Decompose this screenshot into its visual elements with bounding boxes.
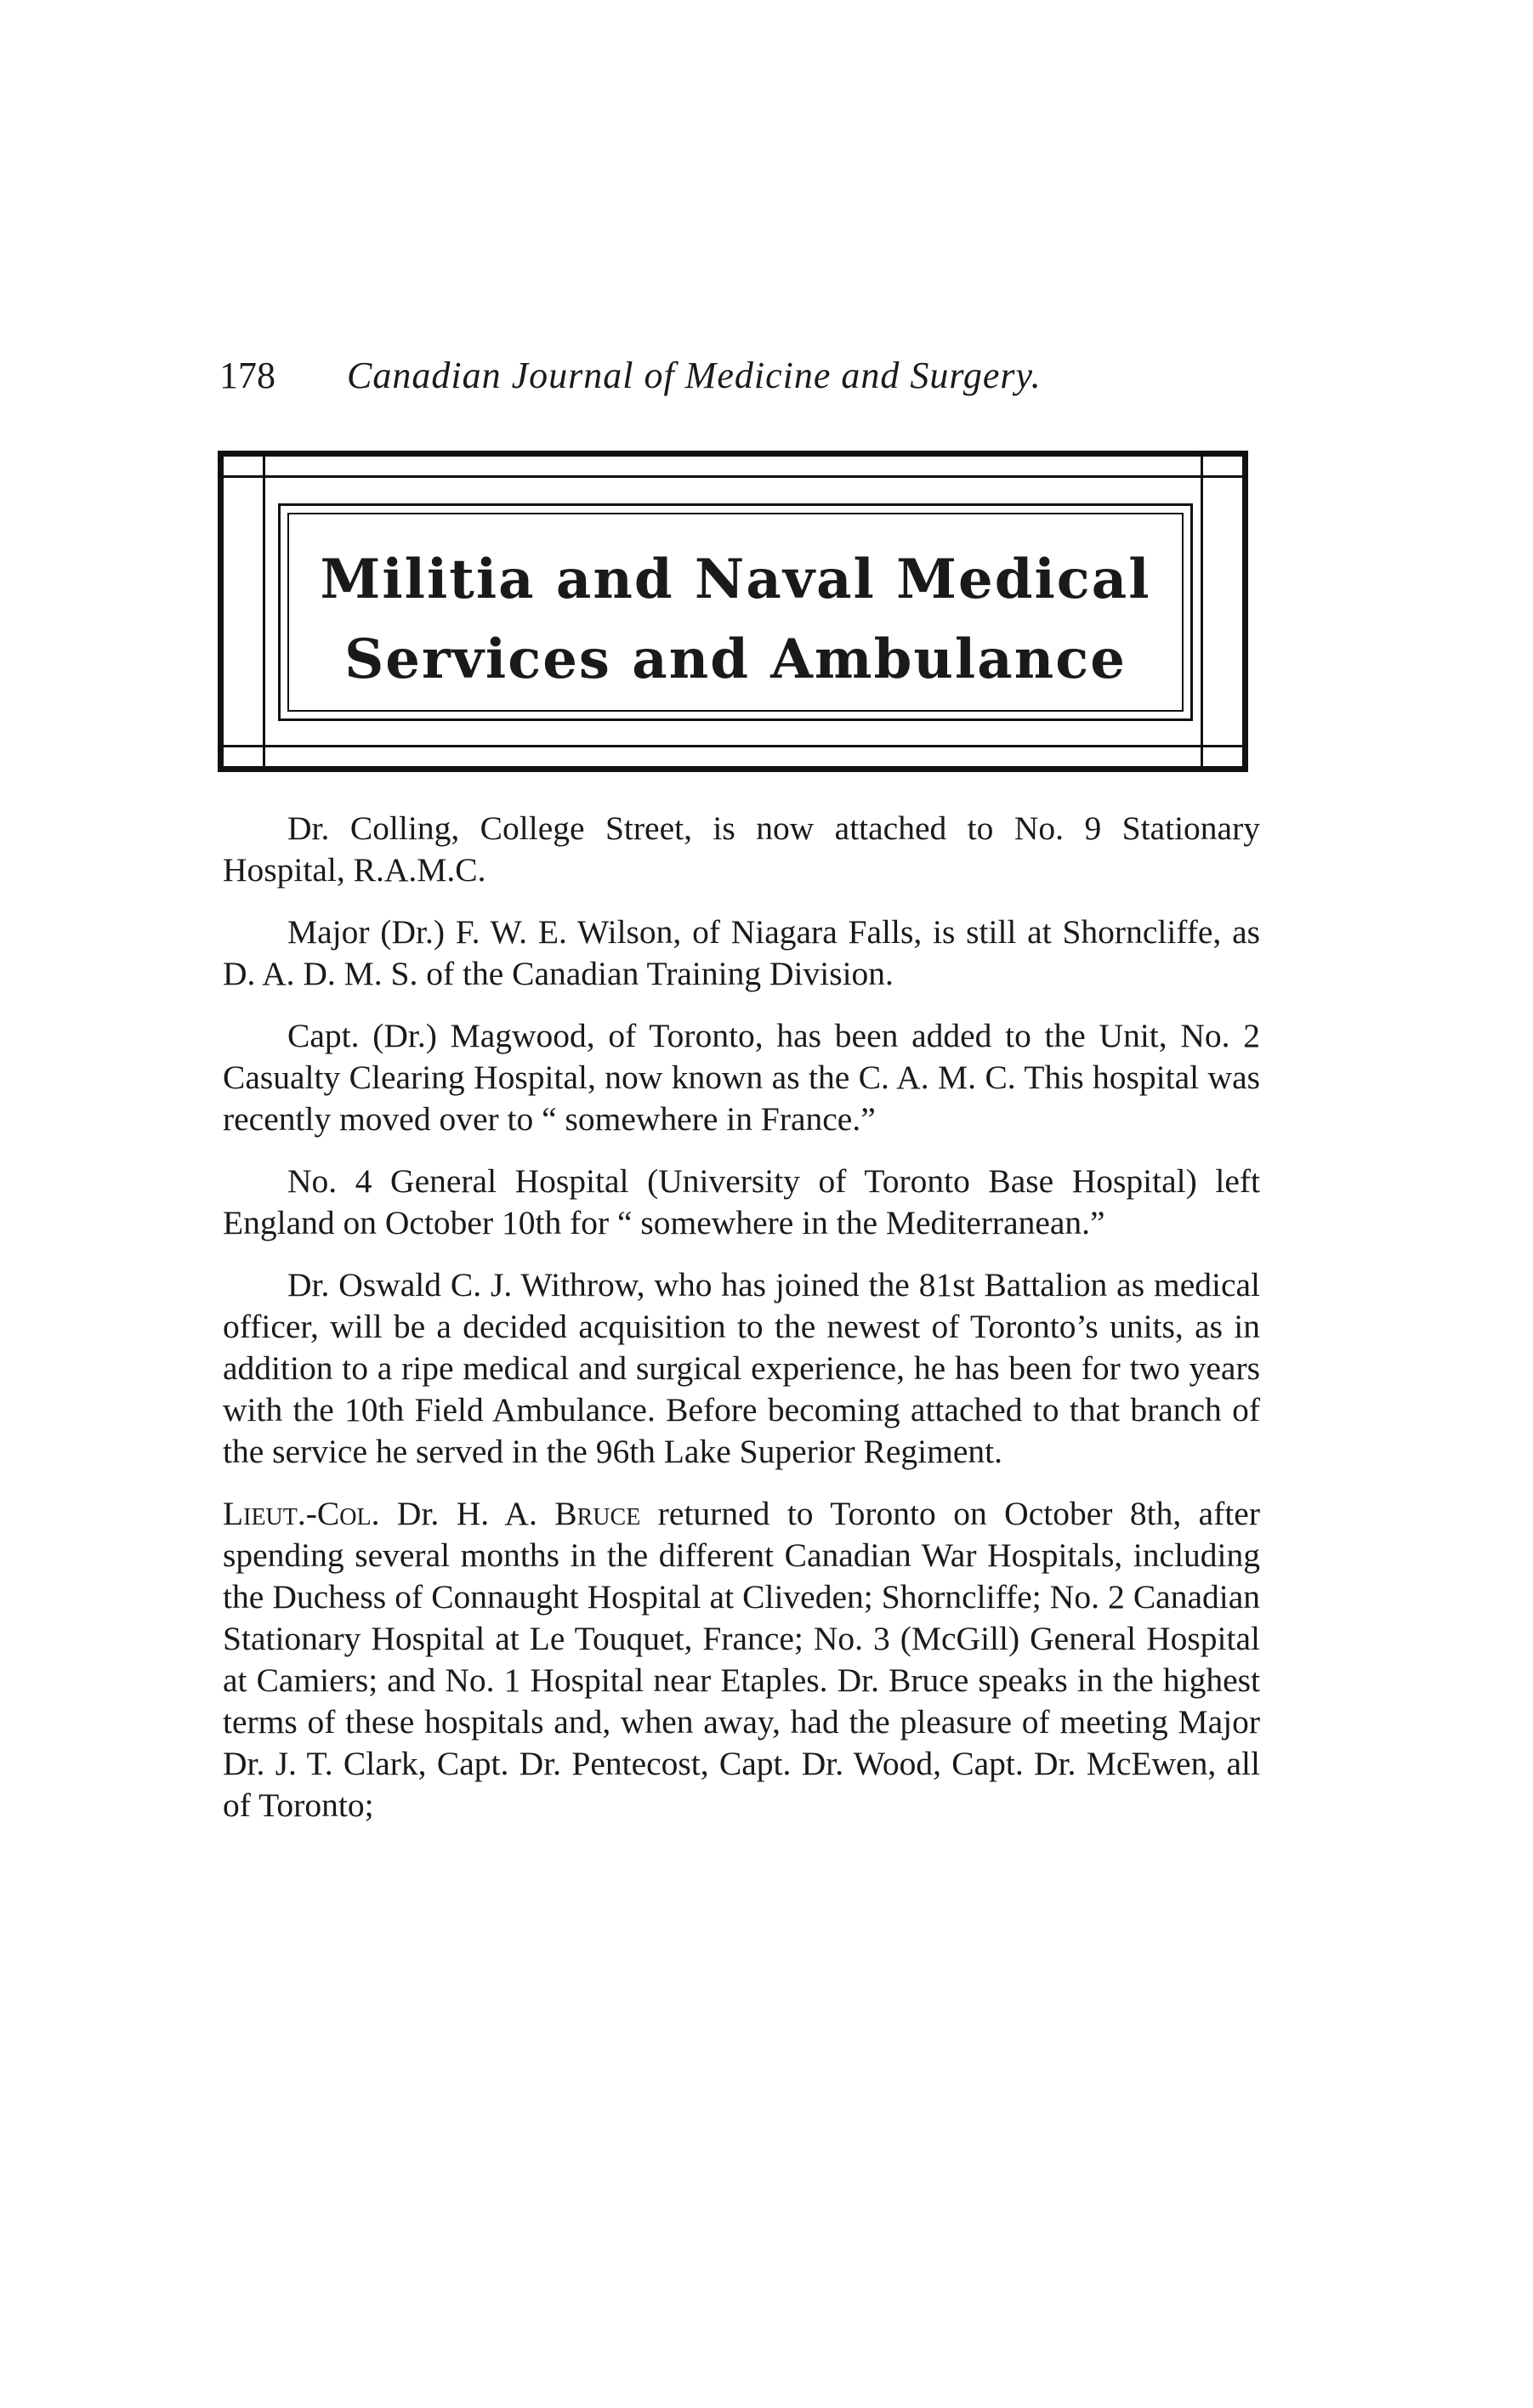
- frame-rule-bottom: [224, 745, 1242, 747]
- paragraph-withrow: Dr. Oswald C. J. Withrow, who has joined the 81st Battalion as medical officer, will be a decided acquisition to the newest of Toronto’s units, as in addition to a ripe medical and surgical experience, he has been for two years with the 10th Field Ambulance. Before becoming attached to that branch of the service he served in the 96th Lake Superior Regiment.: [223, 1266, 1260, 1470]
- section-heading-line-1: Militia and Naval Medical: [320, 548, 1151, 611]
- frame-rule-left: [263, 457, 265, 766]
- paragraph-magwood: Capt. (Dr.) Magwood, of Toronto, has been added to the Unit, No. 2 Casualty Clearing Hospital, now known as the C. A. M. C. This hospital was recently moved over to “ somewhere in France.”: [223, 1017, 1260, 1138]
- bruce-text: returned to Toronto on October 8th, after spending several months in the different Canadian War Hospitals, including the Duchess of Connaught Hospital at Cliveden; Shorncliffe; No. 2 Canadian Stationary Hospital at Le Touquet, France; No. 3 (McGill) General Hospital at Camiers; and No. 1 Hospital near Etaples. Dr. Bruce speaks in the highest terms of these hospitals and, when away, had the pleasure of meeting Major Dr. J. T. Clark, Capt. Dr. Pentecost, Capt. Dr. Wood, Capt. Dr. McEwen, all of Toronto;: [223, 1495, 1260, 1824]
- bruce-title: Dr. H. A.: [396, 1495, 537, 1532]
- section-heading: [281, 540, 1190, 700]
- running-head: [219, 350, 1274, 401]
- paragraph-wilson: Major (Dr.) F. W. E. Wilson, of Niagara Falls, is still at Shorncliffe, as D. A. D. M. S. of the Canadian Training Division.: [223, 913, 1260, 992]
- section-heading-panel: [278, 503, 1193, 721]
- paragraph-bruce: [223, 1493, 1260, 1826]
- paragraph-colling: Dr. Colling, College Street, is now attached to No. 9 Stationary Hospital, R.A.M.C.: [223, 809, 1260, 889]
- section-heading-line-2: Services and Ambulance: [344, 628, 1127, 691]
- section-heading-frame: [218, 451, 1248, 772]
- paragraph-general-hospital: No. 4 General Hospital (University of Toronto Base Hospital) left England on October 10th for “ somewhere in the Mediterranean.”: [223, 1162, 1260, 1241]
- article-body: [223, 808, 1260, 1847]
- bruce-rank: Lieut.-Col.: [223, 1495, 380, 1532]
- page-number: 178: [219, 355, 275, 396]
- journal-title: Canadian Journal of Medicine and Surgery.: [347, 355, 1042, 396]
- frame-rule-top: [224, 475, 1242, 478]
- frame-rule-right: [1201, 457, 1203, 766]
- bruce-surname: Bruce: [554, 1495, 641, 1532]
